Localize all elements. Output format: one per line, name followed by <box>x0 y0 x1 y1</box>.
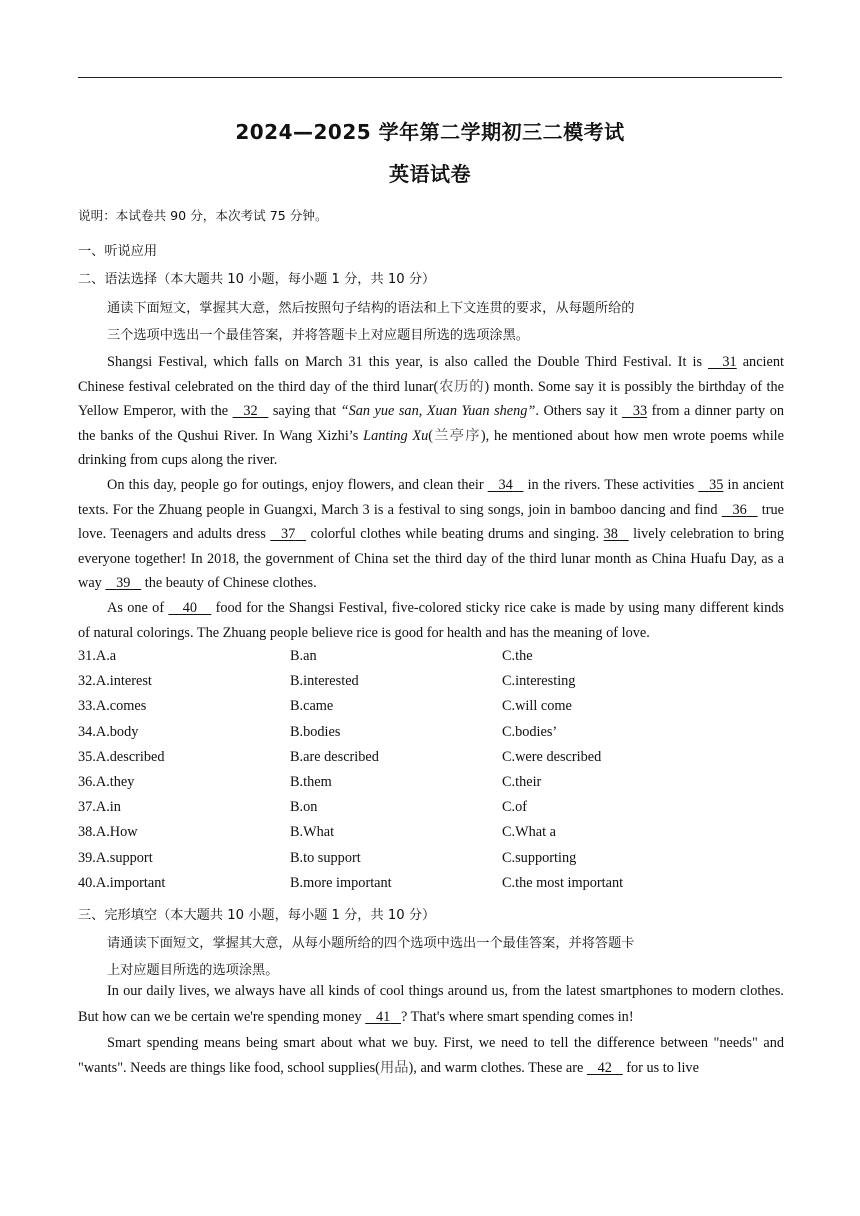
option-c: C.their <box>502 773 542 790</box>
passage-paragraph-1: In our daily lives, we always have all kinds of cool things around us, from the latest smartphones to modern clothes. But how can we be certain we're spending money 41 ? That's where smart spending comes in! <box>78 979 784 1031</box>
blank-33: 33 <box>632 403 648 420</box>
blank-41: 41 <box>375 1008 391 1025</box>
option-row <box>78 770 784 795</box>
option-c: C.supporting <box>502 849 577 866</box>
blank-38: 38 <box>603 526 618 543</box>
option-a: 38.A.How <box>78 824 138 841</box>
option-c: C.the most important <box>502 874 624 891</box>
option-row <box>78 846 784 871</box>
passage-paragraph-2: On this day, people go for outings, enjoy flowers, and clean their 34 in the rivers. These activities 35 in ancient texts. For the Zhuang people in Guangxi, March 3 is a festival to sing songs, join in bamboo dancing and find 36 true love. Teenagers and adults dress 37 colorful clothes while beating drums and singing. 38 lively celebration to bring everyone together! In 2018, the government of China set the third day of the third lunar month as China Huafu Day, as a way 39 the beauty of Chinese clothes. <box>78 473 784 596</box>
option-b: B.to support <box>290 849 361 866</box>
option-b: B.What <box>290 824 335 841</box>
option-row <box>78 720 784 745</box>
section2-instruction-2: 三个选项中选出一个最佳答案，并将答题卡上对应题目所选的选项涂黑。 <box>107 328 529 343</box>
option-row <box>78 669 784 694</box>
option-c: C.interesting <box>502 673 576 690</box>
option-a: 39.A.support <box>78 849 153 866</box>
option-row <box>78 694 784 719</box>
exam-title: 2024—2025 学年第二学期初三二模考试 <box>235 120 625 144</box>
option-a: 33.A.comes <box>78 698 147 715</box>
blank-32: 32 <box>243 403 258 420</box>
option-b: B.came <box>290 698 334 715</box>
section1-heading: 一、听说应用 <box>78 244 158 259</box>
option-a: 34.A.body <box>78 723 139 740</box>
option-a: 31.A.a <box>78 648 117 664</box>
option-row <box>78 644 784 669</box>
option-a: 37.A.in <box>78 799 121 816</box>
option-c: C.bodies’ <box>502 723 558 740</box>
option-row <box>78 820 784 845</box>
passage-paragraph-2: Smart spending means being smart about what we buy. First, we need to tell the difference between "needs" and "wants". Needs are things like food, school supplies(用品), and warm clothes. These are 42 for us to live <box>78 1031 784 1083</box>
blank-35: 35 <box>709 476 724 493</box>
option-c: C.will come <box>502 698 572 715</box>
option-a: 36.A.they <box>78 773 135 790</box>
option-row <box>78 795 784 820</box>
option-b: B.an <box>290 648 317 664</box>
option-b: B.on <box>290 799 318 816</box>
blank-36: 36 <box>732 501 747 518</box>
option-a: 40.A.important <box>78 874 166 891</box>
option-b: B.them <box>290 773 332 790</box>
exam-note: 说明：本试卷共 90 分，本次考试 75 分钟。 <box>78 208 328 223</box>
option-c: C.of <box>502 799 528 816</box>
section3-heading: 三、完形填空（本大题共 10 小题，每小题 1 分，共 10 分） <box>78 908 436 923</box>
section3-instruction-1: 请通读下面短文，掌握其大意，从每小题所给的四个选项中选出一个最佳答案，并将答题卡 <box>107 936 635 951</box>
exam-subtitle: 英语试卷 <box>389 162 471 186</box>
option-c: C.the <box>502 648 533 664</box>
option-b: B.interested <box>290 673 359 690</box>
blank-40: 40 <box>182 599 197 616</box>
passage-paragraph-1: Shangsi Festival, which falls on March 31 this year, is also called the Double Third Festival. It is 31 ancient Chinese festival celebrated on the third day of the third lunar(农历的) month. Some say it is possibly the birthday of the Yellow Emperor, with the 32 saying that “San yue san, Xuan Yuan sheng”. Others say it 33 from a dinner party on the banks of the Qushui River. In Wang Xizhi’s Lanting Xu(兰亭序), he mentioned about how men wrote poems while drinking from cups along the river. <box>78 350 784 473</box>
option-b: B.bodies <box>290 723 341 740</box>
section2-heading: 二、语法选择（本大题共 10 小题，每小题 1 分，共 10 分） <box>78 272 436 287</box>
section3-passage <box>78 979 784 1082</box>
blank-34: 34 <box>498 476 513 493</box>
option-c: C.What a <box>502 824 556 841</box>
passage-paragraph-3: As one of 40 food for the Shangsi Festival, five-colored sticky rice cake is made by using many different kinds of natural colorings. The Zhuang people believe rice is good for health and has the meaning of love. <box>78 596 784 645</box>
section2-instruction-1: 通读下面短文，掌握其大意，然后按照句子结构的语法和上下文连贯的要求，从每题所给的 <box>107 301 635 316</box>
option-row <box>78 871 784 896</box>
blank-37: 37 <box>281 526 296 543</box>
option-b: B.are described <box>290 748 379 765</box>
section3-instruction-2: 上对应题目所选的选项涂黑。 <box>107 963 279 978</box>
section2-passage <box>78 350 784 645</box>
option-a: 35.A.described <box>78 748 165 765</box>
option-a: 32.A.interest <box>78 673 152 690</box>
blank-39: 39 <box>116 575 131 592</box>
blank-42: 42 <box>597 1060 612 1077</box>
options-table <box>78 644 784 896</box>
option-c: C.were described <box>502 748 602 765</box>
option-b: B.more important <box>290 874 392 891</box>
blank-31: 31 <box>722 354 737 370</box>
header-rule <box>78 77 782 78</box>
option-row <box>78 745 784 770</box>
